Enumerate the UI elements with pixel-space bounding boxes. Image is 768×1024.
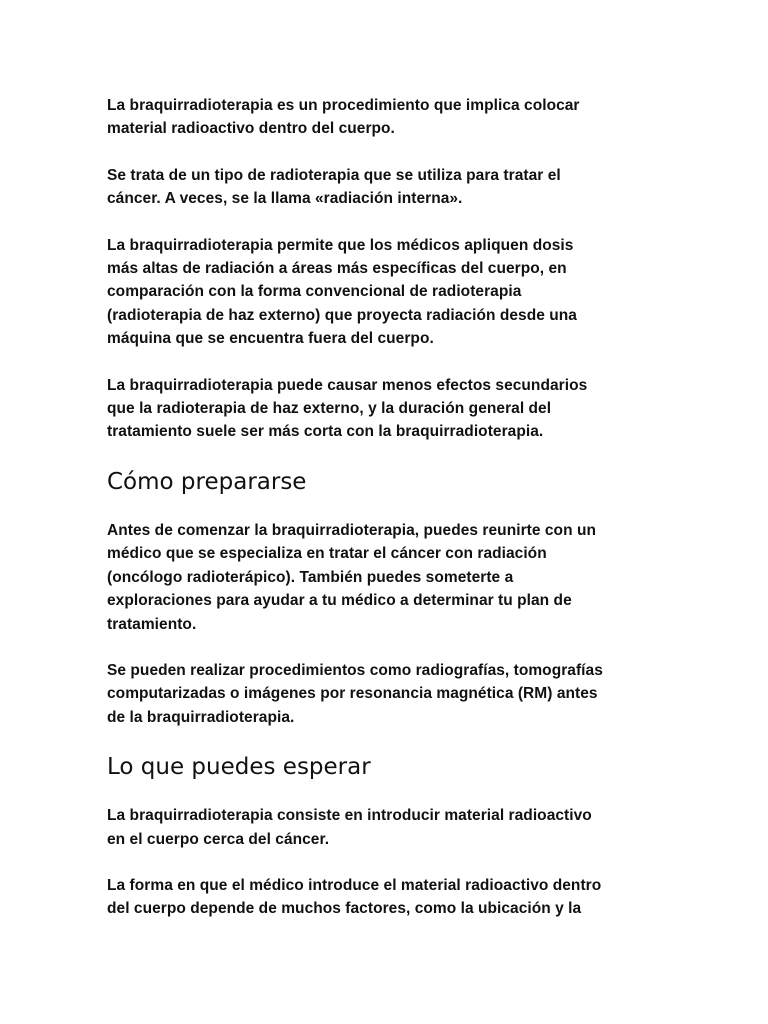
text-line: tratamiento. [107,615,197,633]
text-line: La braquirradioterapia puede causar menos efectos secundarios [107,376,588,394]
text-line: Antes de comenzar la braquirradioterapia, puedes reunirte con un [107,521,596,539]
text-line: Se trata de un tipo de radioterapia que se utiliza para tratar el [107,166,561,184]
text-line: Se pueden realizar procedimientos como radiografías, tomografías [107,661,603,679]
paragraph-side-effects [107,374,667,444]
text-line: tratamiento suele ser más corta con la braquirradioterapia. [107,423,544,441]
paragraph-dosage [107,234,667,351]
document-body [107,94,667,944]
text-line: La braquirradioterapia consiste en introducir material radioactivo [107,807,592,825]
text-line: La braquirradioterapia permite que los médicos apliquen dosis [107,236,574,254]
text-line: La braquirradioterapia es un procedimiento que implica colocar [107,97,580,114]
text-line: de la braquirradioterapia. [107,708,295,726]
text-line: La forma en que el médico introduce el material radioactivo dentro [107,876,602,894]
text-line: del cuerpo depende de muchos factores, como la ubicación y la [107,900,582,918]
paragraph-consultation [107,519,667,636]
paragraph-imaging [107,659,667,729]
paragraph-placement-factors [107,874,667,921]
text-line: más altas de radiación a áreas más específicas del cuerpo, en [107,260,567,278]
paragraph-procedure [107,804,667,851]
text-line: en el cuerpo cerca del cáncer. [107,830,330,848]
section-heading-what-to-expect: Lo que puedes esperar [107,754,371,781]
section-heading-preparation: Cómo prepararse [107,468,307,495]
text-line: máquina que se encuentra fuera del cuerpo. [107,330,434,348]
text-line: comparación con la forma convencional de radioterapia [107,283,522,301]
text-line: exploraciones para ayudar a tu médico a determinar tu plan de [107,592,572,610]
text-line: cáncer. A veces, se la llama «radiación interna». [107,190,463,208]
paragraph-intro [107,94,667,141]
text-line: médico que se especializa en tratar el cáncer con radiación [107,545,547,563]
text-line: computarizadas o imágenes por resonancia magnética (RM) antes [107,685,598,703]
text-line: (radioterapia de haz externo) que proyecta radiación desde una [107,306,577,324]
text-line: (oncólogo radioterápico). También puedes someterte a [107,568,514,586]
text-line: material radioactivo dentro del cuerpo. [107,120,395,138]
text-line: que la radioterapia de haz externo, y la duración general del [107,400,552,418]
paragraph-definition [107,164,667,211]
